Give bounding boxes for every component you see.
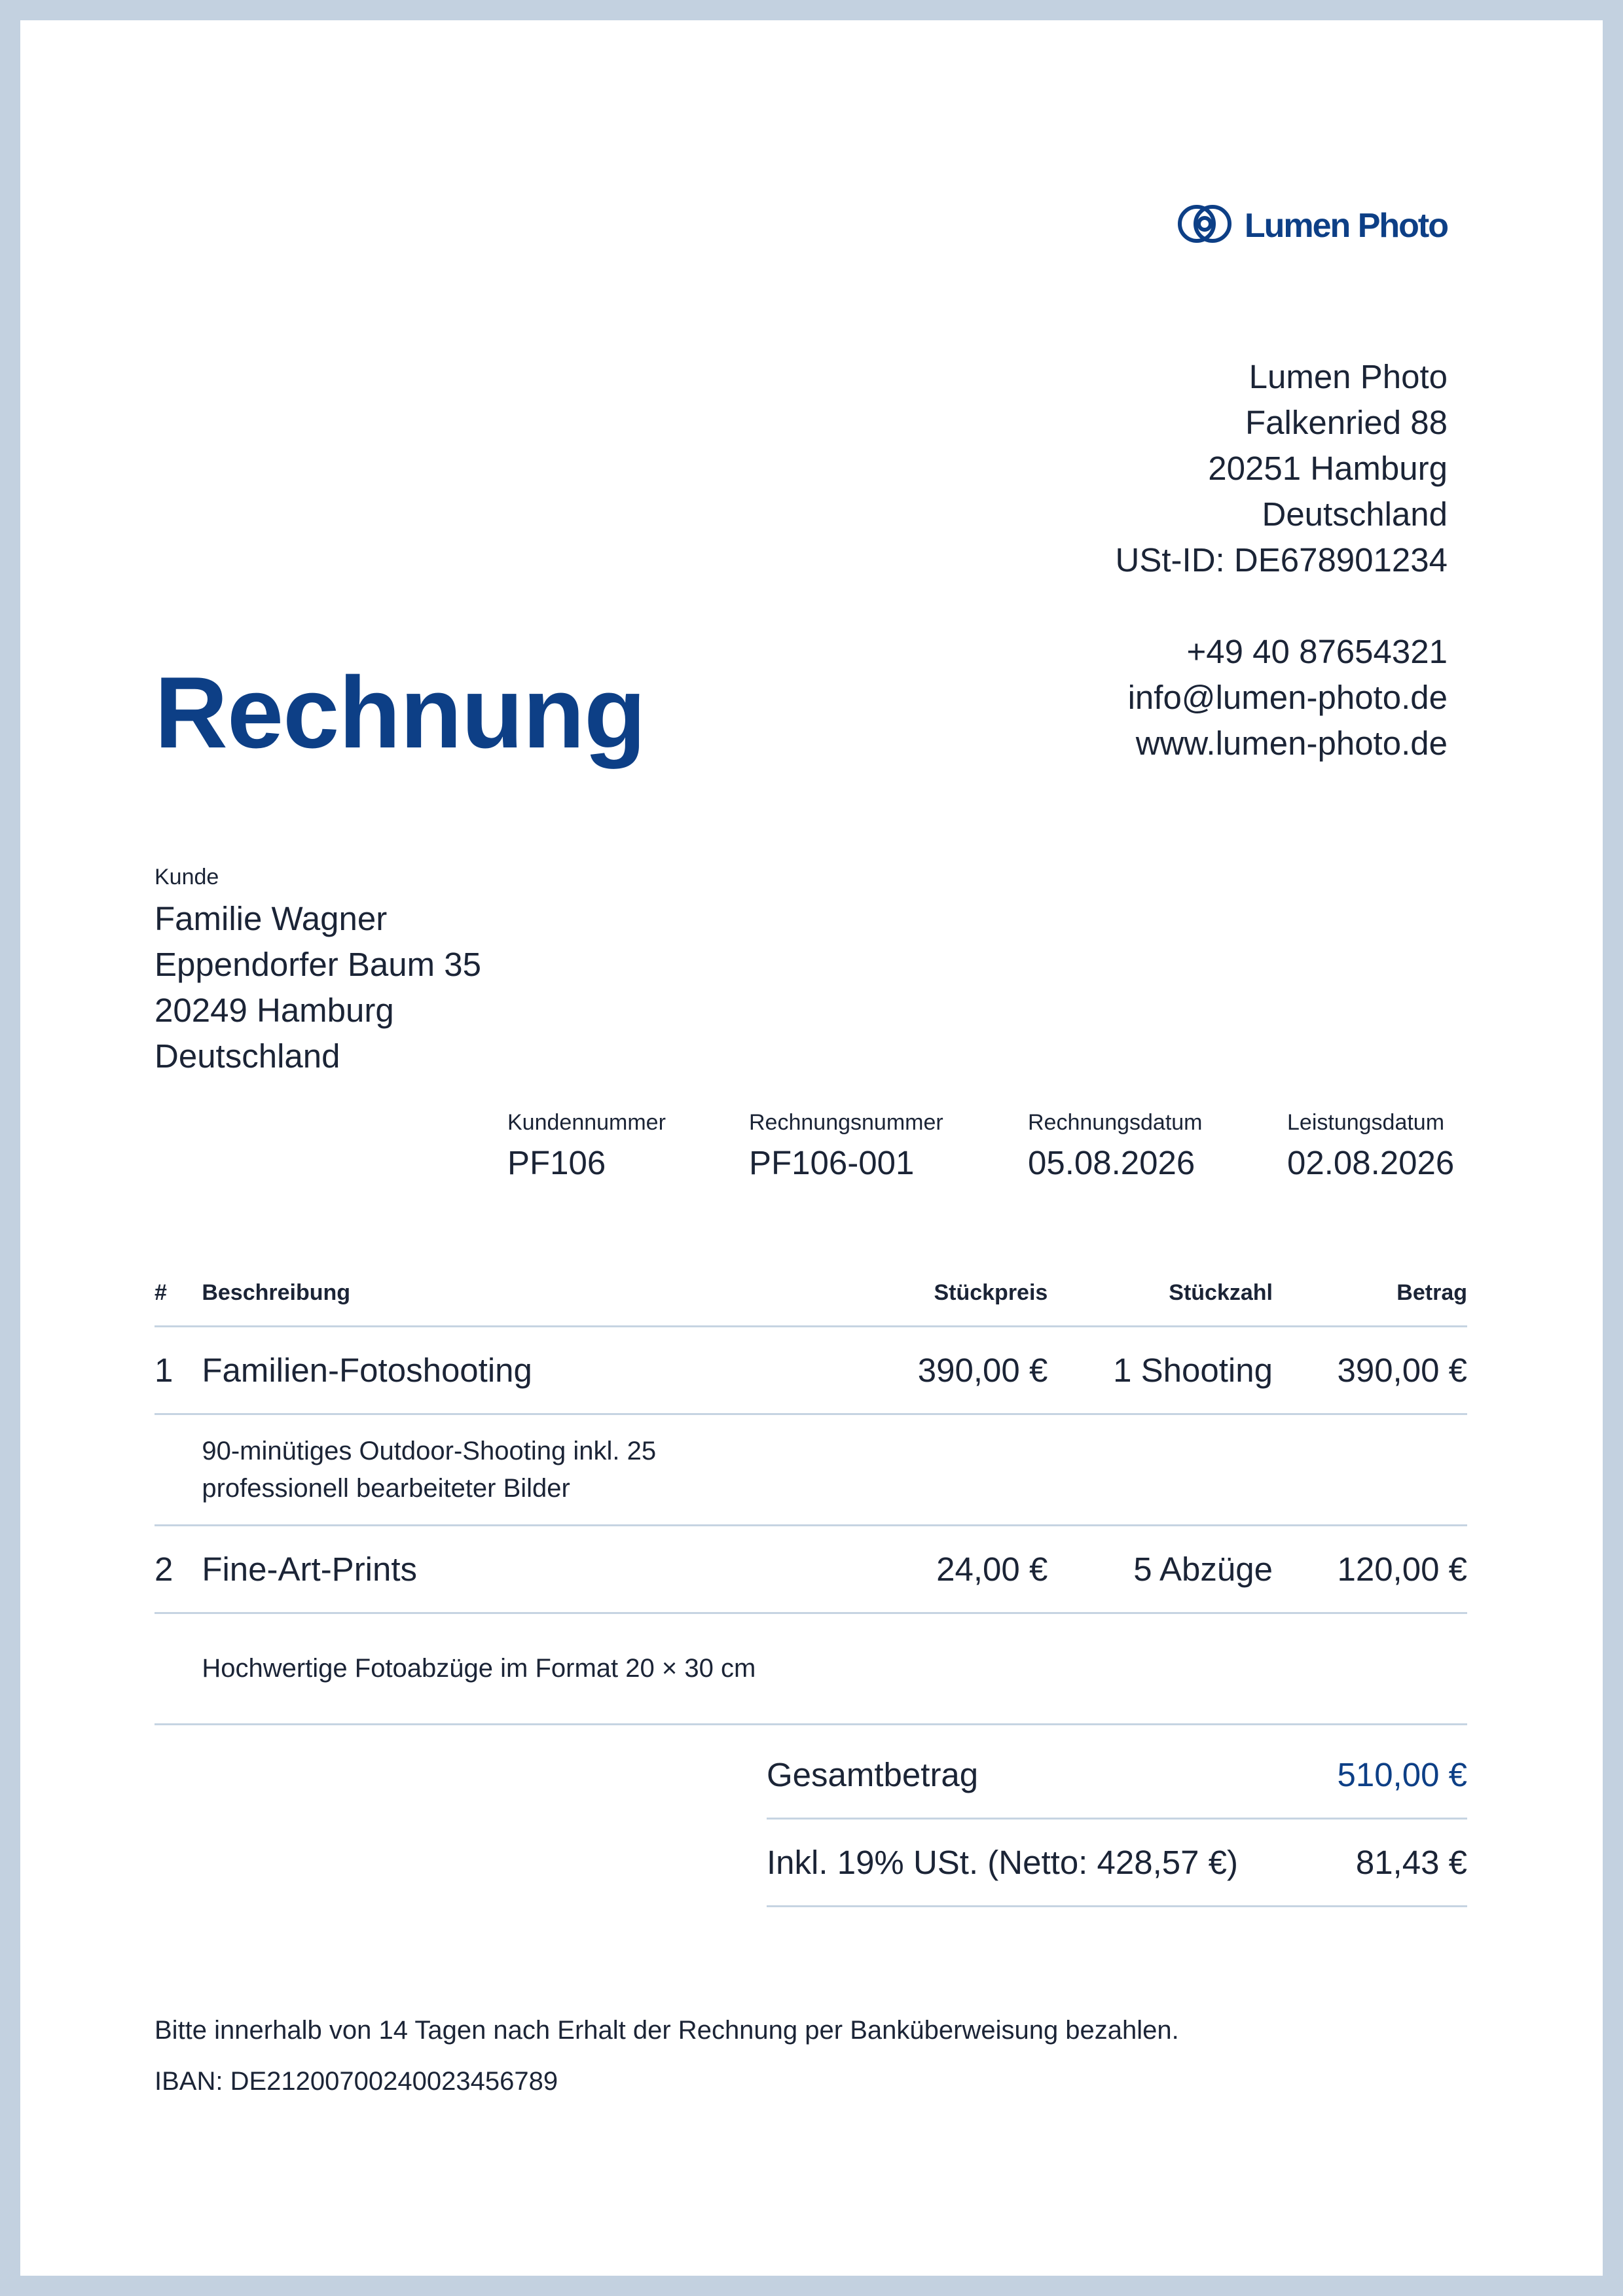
item-amount: 390,00 € — [1273, 1327, 1467, 1414]
customer-address — [155, 896, 481, 1079]
table-row — [155, 1327, 1467, 1414]
invoice-date: 05.08.2026 — [1028, 1144, 1195, 1181]
sender-vat-id: USt-ID: DE678901234 — [1115, 541, 1448, 579]
table-row-description — [155, 1613, 1467, 1725]
company-logo — [1176, 202, 1448, 249]
item-name: Fine-Art-Prints — [202, 1526, 791, 1613]
item-amount: 120,00 € — [1273, 1526, 1467, 1613]
customer-city: 20249 Hamburg — [155, 992, 394, 1029]
col-header-description: Beschreibung — [202, 1280, 791, 1327]
table-row-description — [155, 1414, 1467, 1526]
total-label: Gesamtbetrag — [767, 1756, 979, 1793]
customer-name: Familie Wagner — [155, 900, 388, 937]
item-description: 90-minütiges Outdoor-Shooting inkl. 25 professionell bearbeiteter Bilder — [202, 1414, 791, 1526]
col-header-quantity: Stückzahl — [1048, 1280, 1273, 1327]
item-unit-price: 390,00 € — [791, 1327, 1048, 1414]
aperture-icon — [1176, 202, 1233, 249]
sender-email: info@lumen-photo.de — [1127, 679, 1448, 716]
item-quantity: 5 Abzüge — [1048, 1526, 1273, 1613]
item-quantity: 1 Shooting — [1048, 1327, 1273, 1414]
service-date: 02.08.2026 — [1287, 1144, 1455, 1181]
customer-country: Deutschland — [155, 1037, 340, 1075]
vat-row — [767, 1820, 1467, 1907]
total-row — [767, 1732, 1467, 1820]
payment-footer — [155, 2005, 1179, 2107]
payment-note: Bitte innerhalb von 14 Tagen nach Erhalt der Rechnung per Banküberweisung bezahlen. — [155, 2016, 1179, 2045]
col-header-num: # — [155, 1280, 202, 1327]
table-row — [155, 1526, 1467, 1613]
sender-phone: +49 40 87654321 — [1186, 633, 1448, 670]
iban: IBAN: DE21200700240023456789 — [155, 2067, 558, 2096]
customer-number: PF106 — [507, 1144, 606, 1181]
sender-street: Falkenried 88 — [1245, 404, 1448, 441]
col-header-unit-price: Stückpreis — [791, 1280, 1048, 1327]
item-description: Hochwertige Fotoabzüge im Format 20 × 30 cm — [202, 1613, 791, 1725]
customer-street: Eppendorfer Baum 35 — [155, 946, 481, 983]
line-items-table — [155, 1280, 1467, 1725]
totals-block — [767, 1732, 1467, 1907]
sender-city: 20251 Hamburg — [1208, 450, 1448, 487]
item-unit-price: 24,00 € — [791, 1526, 1048, 1613]
table-header-row — [155, 1280, 1467, 1327]
col-header-amount: Betrag — [1273, 1280, 1467, 1327]
item-number: 1 — [155, 1327, 202, 1414]
vat-amount: 81,43 € — [1355, 1844, 1467, 1881]
total-amount: 510,00 € — [1337, 1756, 1467, 1793]
invoice-number: PF106-001 — [749, 1144, 915, 1181]
invoice-date-label: Rechnungsdatum — [1028, 1110, 1203, 1135]
page-title: Rechnung — [155, 656, 646, 769]
customer-label: Kunde — [155, 865, 219, 889]
vat-label: Inkl. 19% USt. (Netto: 428,57 €) — [767, 1844, 1239, 1881]
customer-number-label: Kundennummer — [507, 1110, 666, 1135]
logo-wordmark: Lumen Photo — [1244, 206, 1448, 245]
sender-country: Deutschland — [1262, 495, 1448, 533]
item-number: 2 — [155, 1526, 202, 1613]
item-name: Familien-Fotoshooting — [202, 1327, 791, 1414]
invoice-page — [20, 20, 1603, 2276]
sender-address — [1116, 354, 1448, 766]
sender-website: www.lumen-photo.de — [1135, 725, 1448, 762]
service-date-label: Leistungsdatum — [1287, 1110, 1445, 1135]
sender-name: Lumen Photo — [1249, 358, 1448, 395]
invoice-number-label: Rechnungsnummer — [749, 1110, 943, 1135]
